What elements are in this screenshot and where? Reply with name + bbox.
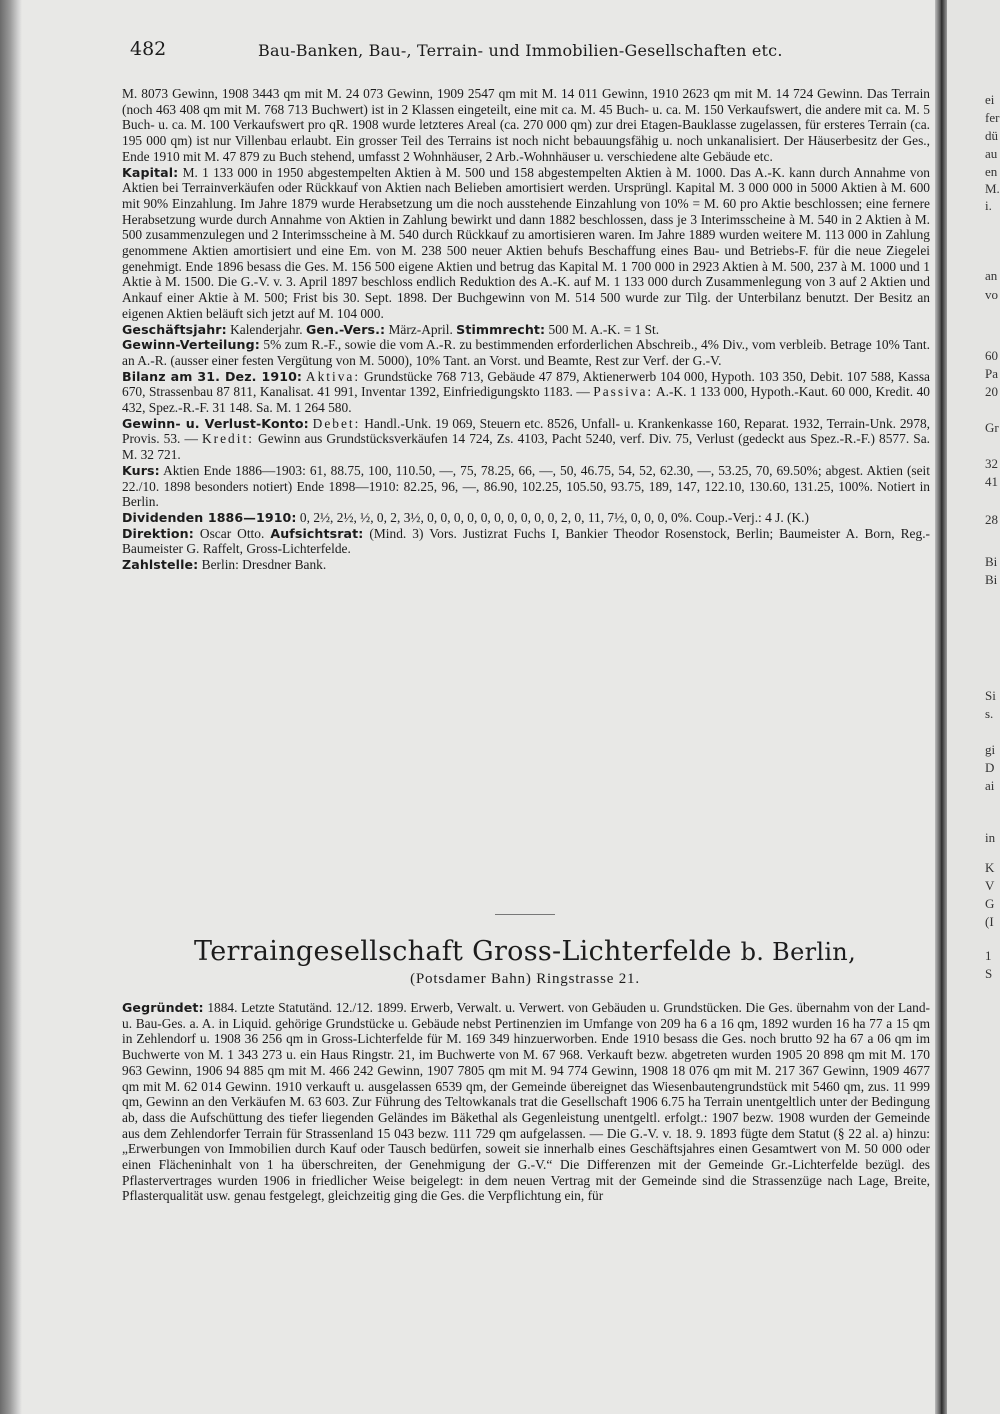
kurs-text: Aktien Ende 1886—1903: 61, 88.75, 100, 110.50, —, 75, 78.25, 66, —, 50, 46.75, 54, 52, 62.30, —, 53.25, 70, 69.50%; abgest. Aktien (seit 22./10. 1898 besonders notiert) Ende 1898—1910: 82.25, 96, —, 86.90, 102.25, 105.50, 93.75, 189, 147, 122.10, 130.60, 131.25, 100%. Notiert in Berlin. — [122, 462, 930, 510]
fragment: Bi — [985, 572, 998, 587]
geschaeftsjahr-text: Kalenderjahr. — [230, 321, 303, 337]
guv-label: Gewinn- u. Verlust-Konto: — [122, 415, 309, 431]
gegruendet-entry — [122, 1000, 930, 1204]
stimmrecht-text: 500 M. A.-K. = 1 St. — [548, 321, 660, 337]
meta-entry — [122, 322, 930, 338]
scan-left-shadow — [0, 0, 22, 1414]
fragment: K — [985, 860, 995, 875]
fragment: ai — [985, 778, 995, 793]
page-header — [130, 38, 920, 66]
fragment: s. — [985, 706, 994, 721]
page-number: 482 — [130, 38, 167, 60]
book-gutter — [935, 0, 947, 1414]
debet-text: Handl.-Unk. 19 069, Steuern etc. 8526, Unfall- u. Krankenkasse 160, Reparat. 1932, Terrain-Unk. 2978, Provis. 53. — — [122, 415, 930, 447]
zahlstelle-label: Zahlstelle: — [122, 557, 199, 573]
kurs-entry — [122, 463, 930, 510]
dividenden-label: Dividenden 1886—1910: — [122, 509, 297, 525]
gegruendet-text: 1884. Letzte Statutänd. 12./12. 1899. Erwerb, Verwalt. u. Verwert. von Gebäuden u. Grundstücken. Die Ges. übernahm von der Land- u. Bau-Ges. a. A. in Liquid. gehörige Grundstücke u. Gebäude nebst Pertinenzien im Umfange von 209 ha 6 a 16 qm, 1892 wurden 16 ha 77 a 15 qm in Zehlendorf u. 1908 36 256 qm in Gross-Lichterfelde für M. 169 349 hinzuerworben. Ende 1910 besass die Ges. noch brutto 92 ha 67 a 06 qm im Buchwerte von M. 1 343 273 u. ein Haus Ringstr. 21, im Buchwerte von M. 67 968. Verkauft bezw. abgetreten wurden 1905 20 898 qm mit M. 170 963 Gewinn, 1906 94 885 qm mit M. 466 242 Gewinn, 1907 7805 qm mit M. 94 774 Gewinn, 1908 18 076 qm mit M. 217 367 Gewinn, 1909 4677 qm mit M. 62 014 Gewinn. 1910 verkauft u. ausgelassen 6539 qm, der Gemeinde übereignet das Wiesenbautengrundstück mit 5460 qm, zus. 11 999 qm, Gewinn an den Verkäufen M. 63 603. Zur Führung des Teltowkanals trat die Gesellschaft 1906 6.75 ha Terrain unentgeltlich unter der Bedingung ab, dass die Aufschüttung des tiefer liegenden Geländes im Bäkethal als Gegenleistung unentgeltl. erfolgt.: 1907 bezw. 1908 wurden der Gemeinde aus dem Zehlendorfer Terrain für Strassenland 15 043 bezw. 111 729 qm aufgelassen. — Die G.-V. v. 18. 9. 1893 fügte dem Statut (§ 22 al. a) hinzu: „Erwerbungen von Immobilien durch Kauf oder Tausch bedürfen, soweit sie innerhalb eines Geschäftsjahres einen Gesamtwert von M. 50 000 oder einen Flächeninhalt von 1 ha überschreiten, der Genehmigung der G.-V.“ Die Differenzen mit der Gemeinde Gr.-Lichterfelde bezügl. des Pflastervertrages wurden 1906 in friedlicher Weise beigelegt: in dem neuen Vertrag mit der Gemeinde sind die Strassenzüge nach Lage, Breite, Pflasterqualität usw. genau festgelegt, gleichzeitig ging die Ges. die Verpflichtung ein, für — [122, 1000, 930, 1204]
fragment: 28 — [985, 512, 998, 527]
section-gross-lichterfelde — [122, 1000, 930, 1204]
fragment: G — [985, 896, 995, 911]
terrain-paragraph: M. 8073 Gewinn, 1908 3443 qm mit M. 24 073 Gewinn, 1909 2547 qm mit M. 14 011 Gewinn, 1910 2623 qm mit M. 14 724 Gewinn. Das Terrain (noch 463 408 qm mit M. 768 713 Buchwert) ist in 2 Klassen eingeteilt, eine mit ca. M. 45 Buch- u. ca. M. 150 Verkaufswert, die andere mit ca. M. 5 Buch- u. ca. M. 100 Verkaufswert pro qR. 1908 wurde letzteres Areal (ca. 270 000 qm) zur drei Etagen-Bauklasse zugelassen, für ersteres Terrain (ca. 195 000 qm) ist nur Villenbau erlaubt. Ein grosser Teil des Terrains ist noch nicht bebauungsfähig u. noch unkanalisiert. Der Häuserbesitz der Ges., Ende 1910 mit M. 47 879 zu Buch stehend, umfasst 2 Wohnhäuser, 2 Arb.-Wohnhäuser u. verschiedene alte Gebäude etc. — [122, 86, 930, 164]
passiva-text: A.-K. 1 133 000, Hypoth.-Kaut. 60 000, Kredit. 40 432, Spez.-R.-F. 31 148. Sa. M. 1 264 580. — [122, 384, 931, 416]
fragment: (I — [985, 914, 994, 929]
aktiva-text: Grundstücke 768 713, Gebäude 47 879, Aktienerwerb 104 000, Hypoth. 103 350, Debit. 107 588, Kassa 670, Strassenbau 87 811, Kanalisat. 41 991, Inventar 1392, Einfriedigungskto 1183. — — [122, 368, 930, 400]
fragment: in — [985, 830, 996, 845]
fragment: au — [985, 146, 998, 161]
fragment: fer — [985, 110, 1000, 125]
kapital-entry — [122, 165, 930, 322]
stimmrecht-label: Stimmrecht: — [456, 321, 546, 337]
fragment: vo — [985, 287, 998, 302]
gewinn-verteilung-label: Gewinn-Verteilung: — [122, 337, 260, 353]
gen-vers-label: Gen.-Vers.: — [305, 321, 386, 337]
fragment: ei — [985, 92, 995, 107]
kurs-label: Kurs: — [122, 462, 160, 478]
kredit-text: Gewinn aus Grundstücksverkäufen 14 724, Zs. 4103, Pacht 5240, verf. Div. 75, Verlust (gedeckt aus Spez.-R.-F.) 8577. Sa. M. 32 721. — [122, 431, 930, 463]
fragment: D — [985, 760, 995, 775]
company-title — [120, 936, 930, 967]
fragment: 60 — [985, 348, 998, 363]
direktion-text: Oscar Otto. — [199, 525, 265, 541]
aufsichtsrat-text: (Mind. 3) Vors. Justizrat Fuchs I, Bankier Theodor Rosenstock, Berlin; Baumeister A. Born, Reg.-Baumeister G. Raffelt, Gross-Lichterfelde. — [122, 525, 931, 557]
bilanz-label: Bilanz am 31. Dez. 1910: — [122, 368, 303, 384]
passiva-word: Passiva: — [593, 384, 654, 400]
dividenden-entry — [122, 510, 930, 526]
running-title: Bau-Banken, Bau-, Terrain- und Immobilien-Gesellschaften etc. — [258, 41, 783, 60]
direktion-entry — [122, 526, 930, 557]
fragment: M. — [985, 181, 1000, 196]
aufsichtsrat-label: Aufsichtsrat: — [270, 525, 364, 541]
fragment: Si — [985, 688, 996, 703]
kapital-label: Kapital: — [122, 164, 179, 180]
guv-entry — [122, 416, 930, 463]
direktion-label: Direktion: — [122, 525, 194, 541]
fragment: 41 — [985, 474, 998, 489]
fragment: S — [985, 966, 993, 981]
fragment: gi — [985, 742, 996, 757]
fragment: V — [985, 878, 995, 893]
company-location: b. Berlin, — [740, 938, 856, 966]
zahlstelle-entry — [122, 557, 930, 573]
fragment: 20 — [985, 384, 998, 399]
adjacent-page-edge — [947, 0, 1000, 1414]
fragment: dü — [985, 128, 998, 143]
section-divider — [495, 914, 555, 915]
fragment: 32 — [985, 456, 998, 471]
aktiva-word: Aktiva: — [305, 368, 361, 384]
gewinn-verteilung-text: 5% zum R.-F., sowie die vom A.-R. zu bestimmenden erforderlichen Abschreib., 4% Div., vom verbleib. Betrage 10% Tant. an A.-R. (ausser einer festen Vergütung von M. 5000), 10% Tant. an Vorst. und Beamte, Rest zur Verf. der G.-V. — [122, 337, 930, 368]
kredit-word: Kredit: — [201, 431, 254, 447]
dividenden-text: 0, 2½, 2½, ½, 0, 2, 3½, 0, 0, 0, 0, 0, 0, 0, 0, 0, 0, 2, 0, 11, 7½, 0, 0, 0, 0%. Coup.-Verj.: 4 J. (K.) — [299, 509, 809, 525]
gegruendet-label: Gegründet: — [122, 1000, 204, 1015]
fragment: en — [985, 164, 998, 179]
company-name: Terraingesellschaft Gross-Lichterfelde — [194, 936, 732, 967]
gen-vers-text: März-April. — [388, 321, 453, 337]
debet-word: Debet: — [312, 415, 361, 431]
company-address: (Potsdamer Bahn) Ringstrasse 21. — [410, 971, 640, 987]
geschaeftsjahr-label: Geschäftsjahr: — [122, 321, 227, 337]
fragment: Bi — [985, 554, 998, 569]
kapital-text: M. 1 133 000 in 1950 abgestempelten Aktien à M. 500 und 158 abgestempelten Aktien à M. 1000. Das A.-K. kann durch Annahme von Aktien bei Terrainverkäufen oder Rückkauf von Aktien nach Belieben amortisiert werden. Ursprüngl. Kapital M. 3 000 000 in 5000 Aktien à M. 600 mit 90% Einzahlung. Im Jahre 1879 wurde Herabsetzung um die noch ausstehende Einzahlung von 10% = M. 60 pro Aktie beschlossen; eine fernere Herabsetzung wurde durch Annahme von Aktien in Zahlung bewirkt und dann 1882 beschlossen, dass je 3 Interimsscheine à M. 540 in 2 Aktien à M. 500 zusammenzulegen und 2 Interimsscheine à M. 540 durch Rückkauf zu amortisieren waren. Im Jahre 1889 wurden weitere M. 113 000 in Zahlung genommene Aktien amortisiert und eine Em. von M. 238 500 neuer Aktien behufs Beschaffung eines Bau- und Betriebs-F. für die neue Ziegelei genehmigt. Ende 1896 besass die Ges. M. 156 500 eigene Aktien und betrug das Kapital M. 1 700 000 in 2923 Aktien à M. 500, 237 à M. 1000 und 1 Aktie à M. 1500. Die G.-V. v. 3. April 1897 beschloss endlich Reduktion des A.-K. auf M. 1 133 000 durch Zusammenlegung von 3 auf 2 Aktien und Ankauf einer Aktie à M. 500; Frist bis 30. Sept. 1898. Der Buchgewinn von M. 514 500 wurde zur Tilg. der Unterbilanz benutzt. Der Besitz an eigenen Aktien beläuft sich jetzt auf M. 104 000. — [122, 164, 930, 321]
fragment: i. — [985, 198, 992, 213]
fragment: 1 — [985, 948, 992, 963]
fragment: an — [985, 268, 998, 283]
bilanz-entry — [122, 369, 930, 416]
zahlstelle-text: Berlin: Dresdner Bank. — [201, 557, 327, 573]
fragment: Gr — [985, 420, 999, 435]
gewinn-verteilung-entry — [122, 337, 930, 368]
section-previous-company — [122, 86, 930, 573]
fragment: Pa — [985, 366, 998, 381]
